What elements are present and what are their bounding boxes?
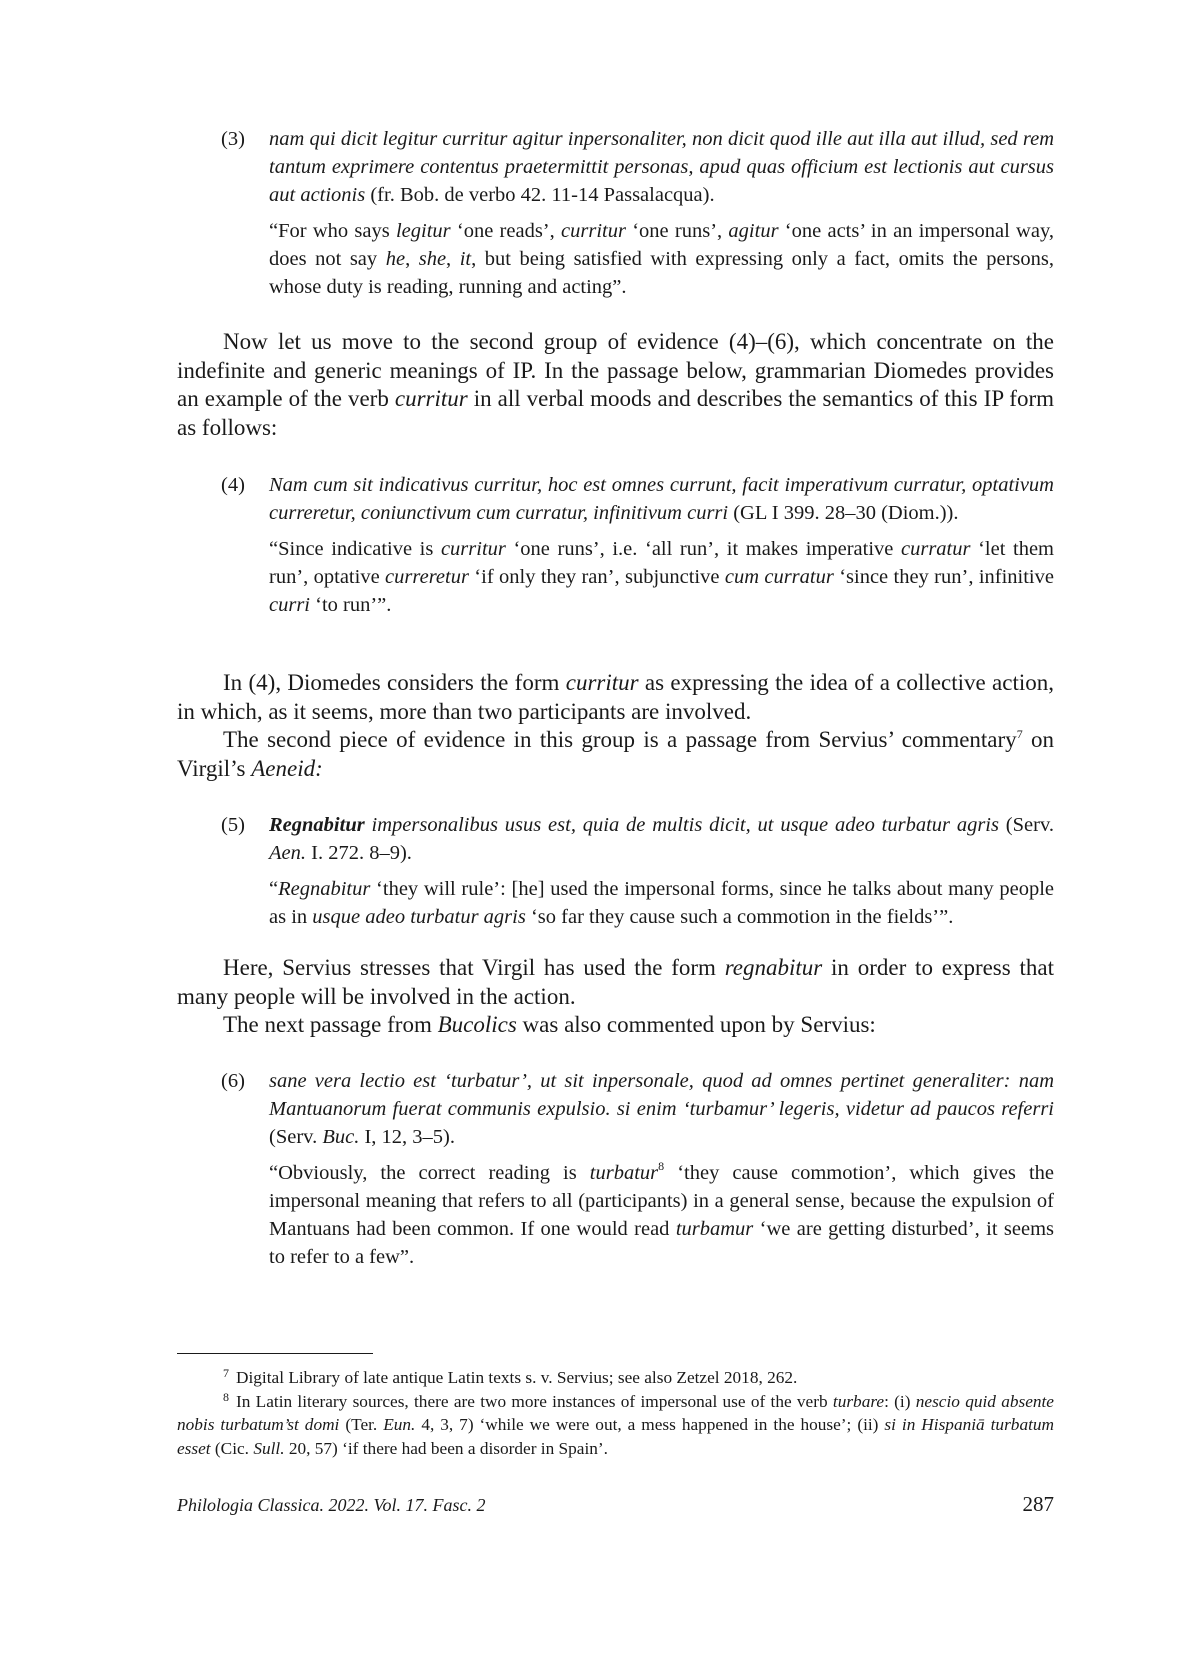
example-3 xyxy=(221,125,1054,301)
body-paragraph-4: Here, Servius stresses that Virgil has used the form regnabitur in order to express that many people will be involved in the action. The next passage from Bucolics was also commented upon by Servius: xyxy=(177,954,1054,1040)
running-footer-journal: Philologia Classica. 2022. Vol. 17. Fasc. 2 xyxy=(177,1495,486,1515)
body-paragraph-2: In (4), Diomedes considers the form curritur as expressing the idea of a collective action, in which, as it seems, more than two participants are involved. The second piece of evidence in this group is a passage from Servius’ commentary$^7$ on Virgil’s Aeneid: xyxy=(177,669,1054,783)
body-paragraph-5: The next passage from Bucolics was also commented upon by Servius: xyxy=(223,1012,876,1037)
footnote-7: $^7$ Digital Library of late antique Latin texts s. v. Servius; see also Zetzel 2018, 262. xyxy=(223,1366,798,1387)
example-latin-quote: Nam cum sit indicativus curritur, hoc est omnes currunt, facit imperativum curratur, optativum curreretur, coniunctivum cum curratur, infinitivum curri (GL I 399. 28–30 (Diom.)). xyxy=(269,474,1054,524)
example-number: (6) xyxy=(221,1070,245,1092)
example-4 xyxy=(221,471,1054,619)
example-number: (5) xyxy=(221,814,245,836)
example-number: (3) xyxy=(221,128,245,150)
footnote-separator xyxy=(177,1353,373,1354)
example-translation: “Regnabitur ‘they will rule’: [he] used the impersonal forms, since he talks about many people as in usque adeo turbatur agris ‘so far they cause such a commotion in the fields’”. xyxy=(269,878,1054,928)
example-latin-quote: sane vera lectio est ‘turbatur’, ut sit inpersonale, quod ad omnes pertinet generaliter: nam Mantuanorum fuerat communis expulsio. si enim ‘turbamur’ legeris, videtur ad paucos referri (Serv. Buc. I, 12, 3–5). xyxy=(269,1070,1054,1148)
footnote-ref-7[interactable]: 7 xyxy=(1016,727,1023,741)
example-latin-quote: Regnabitur impersonalibus usus est, quia de multis dicit, ut usque adeo turbatur agris (Serv. Aen. I. 272. 8–9). xyxy=(269,814,1054,864)
example-translation: “Obviously, the correct reading is turbatur$^8$ ‘they cause commotion’, which gives the impersonal meaning that refers to all (participants) in a general sense, because the expulsion of Mantuans had been common. If one would read turbamur ‘we are getting disturbed’, it seems to refer to a few”. xyxy=(269,1159,1054,1268)
example-translation: “Since indicative is curritur ‘one runs’, i.e. ‘all run’, it makes imperative curratur ‘let them run’, optative curreretur ‘if only they ran’, subjunctive cum curratur ‘since they run’, infinitive curri ‘to run’”. xyxy=(269,538,1054,616)
example-body xyxy=(269,125,1054,301)
example-number: (4) xyxy=(221,474,245,496)
example-body xyxy=(269,811,1054,931)
example-translation: “For who says legitur ‘one reads’, curritur ‘one runs’, agitur ‘one acts’ in an impersonal way, does not say he, she, it, but being satisfied with expressing only a fact, omits the persons, whose duty is reading, running and acting”. xyxy=(269,220,1055,298)
body-paragraph-1: Now let us move to the second group of evidence (4)–(6), which concentrate on the indefinite and generic meanings of IP. In the passage below, grammarian Diomedes provides an example of the verb curritur in all verbal moods and describes the semantics of this IP form as follows: xyxy=(177,329,1054,440)
footnote-ref-8[interactable]: 8 xyxy=(658,1159,665,1173)
footnote-8: $^8$ In Latin literary sources, there are two more instances of impersonal use of the verb turbare: (i) nescio quid absente nobis turbatum’st domi (Ter. Eun. 4, 3, 7) ‘while we were out, a mess happened in the house’; (ii) si in Hispaniā turbatum esset (Cic. Sull. 20, 57) ‘if there had been a disorder in Spain’. xyxy=(177,1389,1055,1458)
footnotes xyxy=(177,1366,1054,1460)
example-body xyxy=(269,471,1054,619)
example-body xyxy=(269,1067,1054,1271)
example-5 xyxy=(221,811,1054,931)
page-number: 287 xyxy=(1022,1492,1054,1516)
example-latin-quote: nam qui dicit legitur curritur agitur inpersonaliter, non dicit quod ille aut illa aut illud, sed rem tantum exprimere contentus praetermittit personas, apud quas officium est lectionis aut cursus aut actionis (fr. Bob. de verbo 42. 11-14 Passalacqua). xyxy=(269,128,1054,206)
example-6 xyxy=(221,1067,1054,1271)
body-paragraph-3: The second piece of evidence in this group is a passage from Servius’ commentary$^7$ on Virgil’s Aeneid: xyxy=(177,727,1055,781)
